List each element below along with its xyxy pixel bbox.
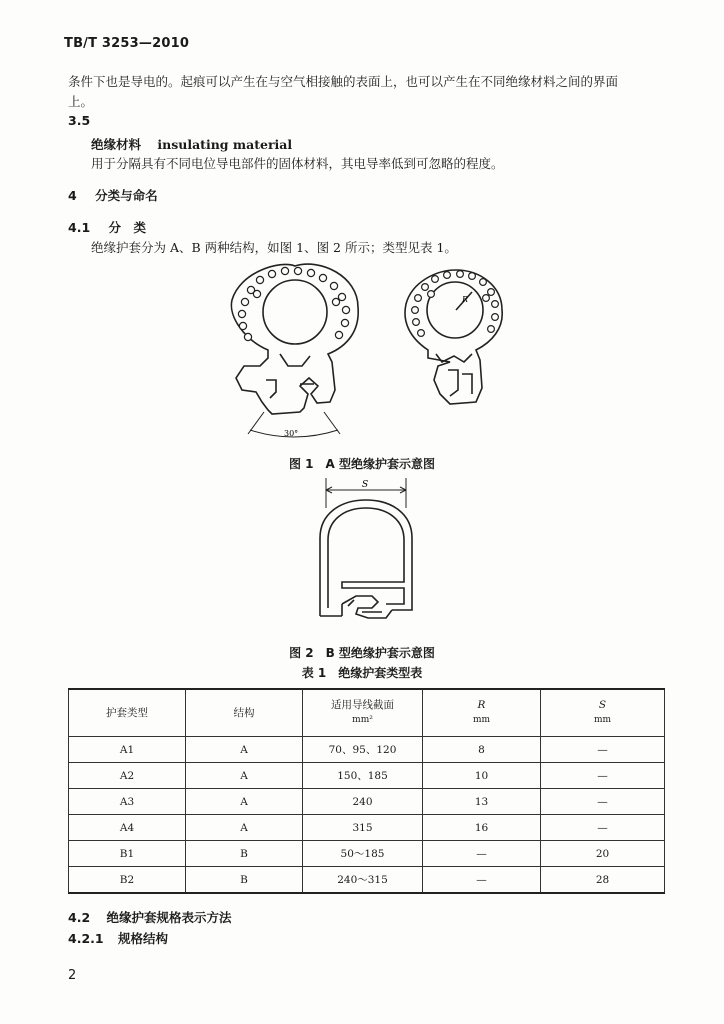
cell-r: — [423,841,541,867]
cell-s: — [541,763,665,789]
table-1-caption: 表 1 绝缘护套类型表 [301,666,423,680]
cell-structure: A [186,815,303,841]
sec-4-1-heading [68,218,146,236]
page-number: 2 [68,968,77,983]
sec-4-title: 分类与命名 [95,188,158,203]
table-1 [68,688,665,894]
cell-structure: A [186,763,303,789]
table-row [69,841,665,867]
table-row [69,867,665,894]
sec-4-1-text: 绝缘护套分为 A、B 两种结构，如图 1、图 2 所示；类型见表 1。 [91,240,457,255]
cell-s: — [541,737,665,763]
cell-r: 16 [423,815,541,841]
cell-section: 50～185 [303,841,423,867]
col-header-s-unit: mm [593,715,612,725]
col-header-section-label: 适用导线截面 [331,699,394,711]
fig1-angle-label: 30° [284,429,299,438]
fig2-sheath [320,500,412,618]
cell-type: A1 [69,737,186,763]
sec-4-1-title: 分 类 [108,220,147,235]
cell-structure: A [186,789,303,815]
sec-4-heading [68,186,158,204]
fig1-right-holes [412,271,499,337]
sec-4-2-title: 绝缘护套规格表示方法 [106,910,232,925]
cell-r: 8 [423,737,541,763]
sec-4-1-number: 4.1 [68,220,91,235]
sec-3-5-term-en: insulating material [157,137,293,152]
col-header-structure: 结构 [186,689,303,737]
sec-3-5-term [91,135,292,153]
sec-3-4-cont-line1: 条件下也是导电的。起痕可以产生在与空气相接触的表面上，也可以产生在不同绝缘材料之间的界面 [68,74,619,89]
fig2-dim-label: S [362,480,369,490]
col-header-section [303,689,423,737]
col-header-type: 护套类型 [69,689,186,737]
col-header-s [541,689,665,737]
sec-3-5-definition: 用于分隔具有不同电位导电部件的固体材料，其电导率低到可忽略的程度。 [91,156,504,171]
cell-structure: A [186,737,303,763]
cell-section: 150、185 [303,763,423,789]
cell-structure: B [186,867,303,894]
table-1-header-row [69,689,665,737]
cell-r: 13 [423,789,541,815]
sec-4-2-number: 4.2 [68,910,91,925]
cell-type: B2 [69,867,186,894]
sec-3-5-number: 3.5 [68,113,91,128]
cell-section: 240 [303,789,423,815]
figure-1-caption: 图 1 A 型绝缘护套示意图 [289,457,435,471]
sec-3-4-cont-line2: 上。 [68,94,94,109]
table-row [69,789,665,815]
cell-type: A3 [69,789,186,815]
col-header-s-label: S [598,699,607,711]
cell-type: A4 [69,815,186,841]
cell-section: 315 [303,815,423,841]
sec-4-2-heading [68,908,232,926]
col-header-r [423,689,541,737]
fig1-left-holes [238,267,349,340]
cell-structure: B [186,841,303,867]
cell-type: A2 [69,763,186,789]
figure-2-drawing [296,478,436,638]
table-row [69,815,665,841]
col-header-r-label: R [477,699,486,711]
figure-2-caption: 图 2 B 型绝缘护套示意图 [289,646,435,660]
col-header-r-unit: mm [472,715,491,725]
cell-s: — [541,789,665,815]
cell-section: 240～315 [303,867,423,894]
cell-s: 28 [541,867,665,894]
table-row [69,763,665,789]
table-row [69,737,665,763]
sec-4-number: 4 [68,188,77,203]
sec-4-2-1-number: 4.2.1 [68,931,104,946]
sec-3-5-term-cn: 绝缘材料 [91,137,142,152]
figure-1-drawing [210,262,510,442]
cell-type: B1 [69,841,186,867]
fig1-radius-label: R [462,295,469,304]
col-header-section-unit: mm² [352,715,373,725]
cell-section: 70、95、120 [303,737,423,763]
doc-header-code: TB/T 3253—2010 [64,36,190,51]
cell-r: — [423,867,541,894]
cell-s: 20 [541,841,665,867]
sec-4-2-1-heading [68,929,168,947]
sec-4-2-1-title: 规格结构 [117,931,168,946]
cell-s: — [541,815,665,841]
cell-r: 10 [423,763,541,789]
